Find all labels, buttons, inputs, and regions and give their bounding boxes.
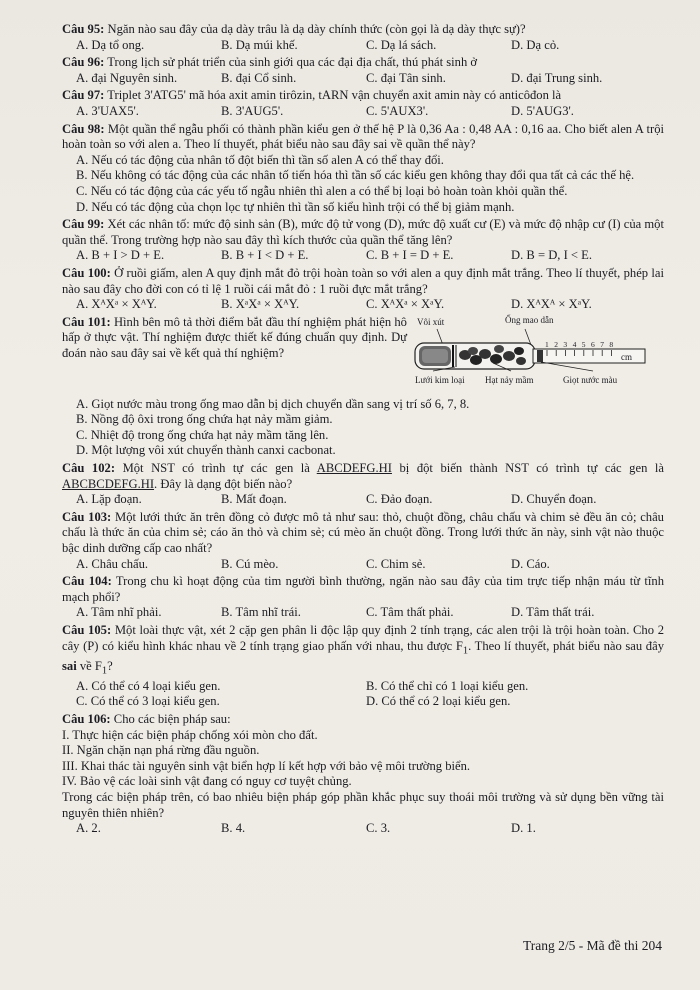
question-text: Một loài thực vật, xét 2 cặp gen phân li độc lập quy định 2 tính trạng, các alen trội là trội hoàn toàn. Cho 2 cây (P) có kiểu hình khác nhau về 2 tính trạng giao phấn với nhau, thu được F: [62, 623, 664, 653]
option-d: D. Dạ cỏ.: [511, 37, 560, 52]
question-text-cont2: về F: [79, 658, 102, 673]
figure-label-capillary: Ống mao dẫn: [505, 314, 554, 325]
question-prompt: Trong các biện pháp trên, có bao nhiêu biện pháp góp phần khắc phục suy thoái môi trường và sử dụng bền vững tài nguyên thiên nhiên?: [62, 789, 664, 820]
option-b: B. Cú mèo.: [221, 556, 279, 571]
question-106: [62, 712, 664, 837]
subscript: 1: [462, 645, 469, 657]
question-101: [62, 315, 664, 459]
question-text-cont: bị đột biến thành NST có trình tự các gen là: [399, 461, 664, 476]
gene-sequence-mutated: ABCBCDEFG.HI: [62, 476, 155, 491]
figure-label-soda-lime: Vôi xút: [417, 316, 445, 327]
question-number: Câu 103:: [62, 509, 112, 524]
option-d: D. 1.: [511, 821, 536, 836]
scale-number: 4: [572, 339, 577, 349]
scale-number: 2: [554, 339, 558, 349]
option-d: D. Cáo.: [511, 556, 550, 571]
option-b: B. Mất đoạn.: [221, 492, 287, 507]
emphasis-word: sai: [62, 658, 77, 673]
option-c: C. 3.: [366, 821, 391, 836]
question-text: Triplet 3'ATG5' mã hóa axit amin tirôzin, tARN vận chuyển axit amin này có anticôđon là: [107, 88, 562, 103]
question-95: [62, 22, 664, 53]
scale-number: 6: [591, 339, 595, 349]
option-b: B. B + I < D + E.: [221, 248, 309, 263]
option-d: D. Chuyển đoạn.: [511, 492, 597, 507]
question-103: [62, 510, 664, 572]
question-105: [62, 623, 664, 710]
option-d: D. B = D, I < E.: [511, 248, 593, 263]
option-a: A. 3'UAX5'.: [76, 103, 139, 118]
option-d: D. Có thể có 2 loại kiểu gen.: [366, 694, 511, 709]
option-b: B. 4.: [221, 821, 246, 836]
question-number: Câu 102:: [62, 461, 116, 476]
option-d: D. Nếu có tác động của chọn lọc tự nhiên thì tần số kiểu hình trội có thể bị giảm mạnh.: [76, 199, 515, 214]
question-102: [62, 461, 664, 508]
question-text: Xét các nhân tố: mức độ sinh sản (B), mức độ tử vong (D), mức độ xuất cư (E) và mức độ nhập cư (I) của một quần thể. Trong trường hợp nào sau đây thì kích thước của quần thể tăng lên?: [62, 217, 664, 247]
scale-number: 8: [609, 339, 614, 349]
question-text: Cho các biện pháp sau:: [113, 712, 231, 726]
question-104: [62, 574, 664, 621]
question-number: Câu 99:: [62, 217, 105, 232]
option-a: A. đại Nguyên sinh.: [76, 70, 178, 85]
option-a: A. Dạ tổ ong.: [76, 37, 145, 52]
option-b: B. Dạ múi khế.: [221, 37, 298, 52]
question-number: Câu 100:: [62, 265, 111, 280]
question-number: Câu 106:: [62, 712, 111, 726]
option-d: D. đại Trung sinh.: [511, 70, 603, 85]
option-a: A. Giọt nước màu trong ống mao dẫn bị dịch chuyển dần sang vị trí số 6, 7, 8.: [76, 396, 470, 411]
statement-1: I. Thực hiện các biện pháp chống xói mòn cho đất.: [62, 727, 318, 742]
page-footer: Trang 2/5 - Mã đề thi 204: [523, 938, 662, 953]
option-c: C. Có thể có 3 loại kiểu gen.: [76, 694, 220, 709]
figure-label-mesh: Lưới kim loại: [415, 374, 465, 385]
option-c: C. Nếu có tác động của các yếu tố ngẫu nhiên thì alen a có thể bị loại bỏ hoàn toàn khỏi quần thể.: [76, 183, 568, 198]
question-99: [62, 217, 664, 264]
figure-label-seeds: Hạt nảy mầm: [485, 374, 534, 385]
option-b: B. XᵃXᵃ × XᴬY.: [221, 297, 300, 312]
option-d: D. XᴬXᴬ × XᵃY.: [511, 297, 592, 312]
option-d: D. Một lượng vôi xút chuyển thành canxi cacbonat.: [76, 443, 336, 458]
question-text-end: ?: [107, 658, 113, 673]
scale-number: 3: [563, 339, 568, 349]
option-a: A. 2.: [76, 821, 101, 836]
question-text: Trong lịch sử phát triển của sinh giới qua các đại địa chất, thú phát sinh ở: [107, 55, 478, 70]
option-c: C. Chim sẻ.: [366, 556, 426, 571]
question-text: Một lưới thức ăn trên đồng cỏ được mô tả như sau: thỏ, chuột đồng, châu chấu và chim sẻ đều ăn cỏ; châu chấu là thức ăn của chim sẻ; cáo ăn thỏ và chim sẻ; cú mèo ăn chuột đồng. Trong lưới thức ăn này, sinh vật nào thuộc bậc dinh dưỡng cấp cao nhất?: [62, 509, 664, 556]
scale-number: 7: [600, 339, 604, 349]
option-a: A. Có thể có 4 loại kiểu gen.: [76, 678, 221, 693]
gene-sequence-original: ABCDEFG.HI: [316, 461, 392, 476]
question-98: [62, 122, 664, 216]
statement-2: II. Ngăn chặn nạn phá rừng đầu nguồn.: [62, 743, 260, 758]
question-number: Câu 105:: [62, 623, 112, 637]
scale-number: 1: [545, 339, 549, 349]
question-100: [62, 266, 664, 313]
option-d: D. Tâm thất trái.: [511, 605, 595, 620]
question-text: Một NST có trình tự các gen là: [122, 461, 310, 476]
option-a: A. XᴬXᵃ × XᴬY.: [76, 297, 157, 312]
question-number: Câu 96:: [62, 55, 105, 70]
respiration-experiment-figure: [413, 314, 653, 397]
option-c: C. Tâm thất phải.: [366, 605, 454, 620]
option-b: B. Tâm nhĩ trái.: [221, 605, 301, 620]
option-b: B. 3'AUG5'.: [221, 103, 284, 118]
question-number: Câu 101:: [62, 314, 111, 329]
question-text: Hình bên mô tả thời điểm bắt đầu thí nghiệm phát hiện hô hấp ở thực vật. Thí nghiệm được thiết kế đúng chuẩn quy định. Dự đoán nào sau đây sai về kết quả thí nghiệm?: [62, 314, 407, 360]
statement-4: IV. Bảo vệ các loài sinh vật đang có nguy cơ tuyệt chủng.: [62, 774, 352, 789]
question-text-cont: . Theo lí thuyết, phát biểu nào sau đây: [468, 638, 664, 653]
statement-3: III. Khai thác tài nguyên sinh vật biển hợp lí kết hợp với bảo vệ môi trường biển.: [62, 758, 471, 773]
question-97: [62, 88, 664, 119]
option-a: A. Nếu có tác động của nhân tố đột biến thì tần số alen A có thể thay đổi.: [76, 152, 444, 167]
question-96: [62, 55, 664, 86]
option-b: B. Nồng độ ôxi trong ống chứa hạt nảy mầm giảm.: [76, 412, 333, 427]
option-c: C. Dạ lá sách.: [366, 37, 437, 52]
question-text: Trong chu kì hoạt động của tim người bình thường, ngăn nào sau đây của tim trực tiếp nhận máu từ tĩnh mạch phổi?: [62, 574, 664, 604]
option-c: C. đại Tân sinh.: [366, 70, 446, 85]
option-c: C. Đảo đoạn.: [366, 492, 433, 507]
question-number: Câu 98:: [62, 121, 105, 136]
subscript: 1: [101, 665, 108, 677]
option-c: C. 5'AUX3'.: [366, 103, 429, 118]
option-a: A. B + I > D + E.: [76, 248, 165, 263]
question-text: Ngăn nào sau đây của dạ dày trâu là dạ dày chính thức (còn gọi là dạ dày thực sự)?: [107, 22, 526, 36]
question-number: Câu 97:: [62, 88, 105, 103]
figure-label-drop: Giọt nước màu: [563, 374, 618, 385]
option-a: A. Châu chấu.: [76, 556, 149, 571]
option-b: B. Có thể chỉ có 1 loại kiểu gen.: [366, 678, 529, 693]
scale-number: 5: [581, 339, 586, 349]
question-number: Câu 104:: [62, 574, 112, 589]
option-b: B. đại Cổ sinh.: [221, 70, 297, 85]
option-d: D. 5'AUG3'.: [511, 103, 574, 118]
figure-unit: cm: [621, 351, 632, 362]
option-c: C. B + I = D + E.: [366, 248, 454, 263]
option-a: A. Tâm nhĩ phải.: [76, 605, 162, 620]
question-text: Một quần thể ngẫu phối có thành phần kiểu gen ở thế hệ P là 0,36 Aa : 0,48 AA : 0,16 aa. Cho biết alen A trội hoàn toàn so với alen a. Theo lí thuyết, phát biểu nào sau đây sai về quần thể này?: [62, 121, 664, 152]
option-c: C. XᴬXᵃ × XᵃY.: [366, 297, 445, 312]
option-c: C. Nhiệt độ trong ống chứa hạt nảy mầm tăng lên.: [76, 427, 329, 442]
question-text: Ở ruồi giấm, alen A quy định mắt đỏ trội hoàn toàn so với alen a quy định mắt trắng. Theo lí thuyết, phép lai nào sau đây cho đời con có tỉ lệ 1 ruồi cái mắt đỏ : 1 ruồi đực mắt trắng?: [62, 265, 664, 296]
option-b: B. Nếu không có tác động của các nhân tố tiến hóa thì tần số các kiểu gen không thay đổi qua tất cả các thế hệ.: [76, 168, 635, 183]
option-a: A. Lặp đoạn.: [76, 492, 142, 507]
question-text-end: . Đây là dạng đột biến nào?: [154, 476, 293, 491]
question-number: Câu 95:: [62, 22, 105, 36]
